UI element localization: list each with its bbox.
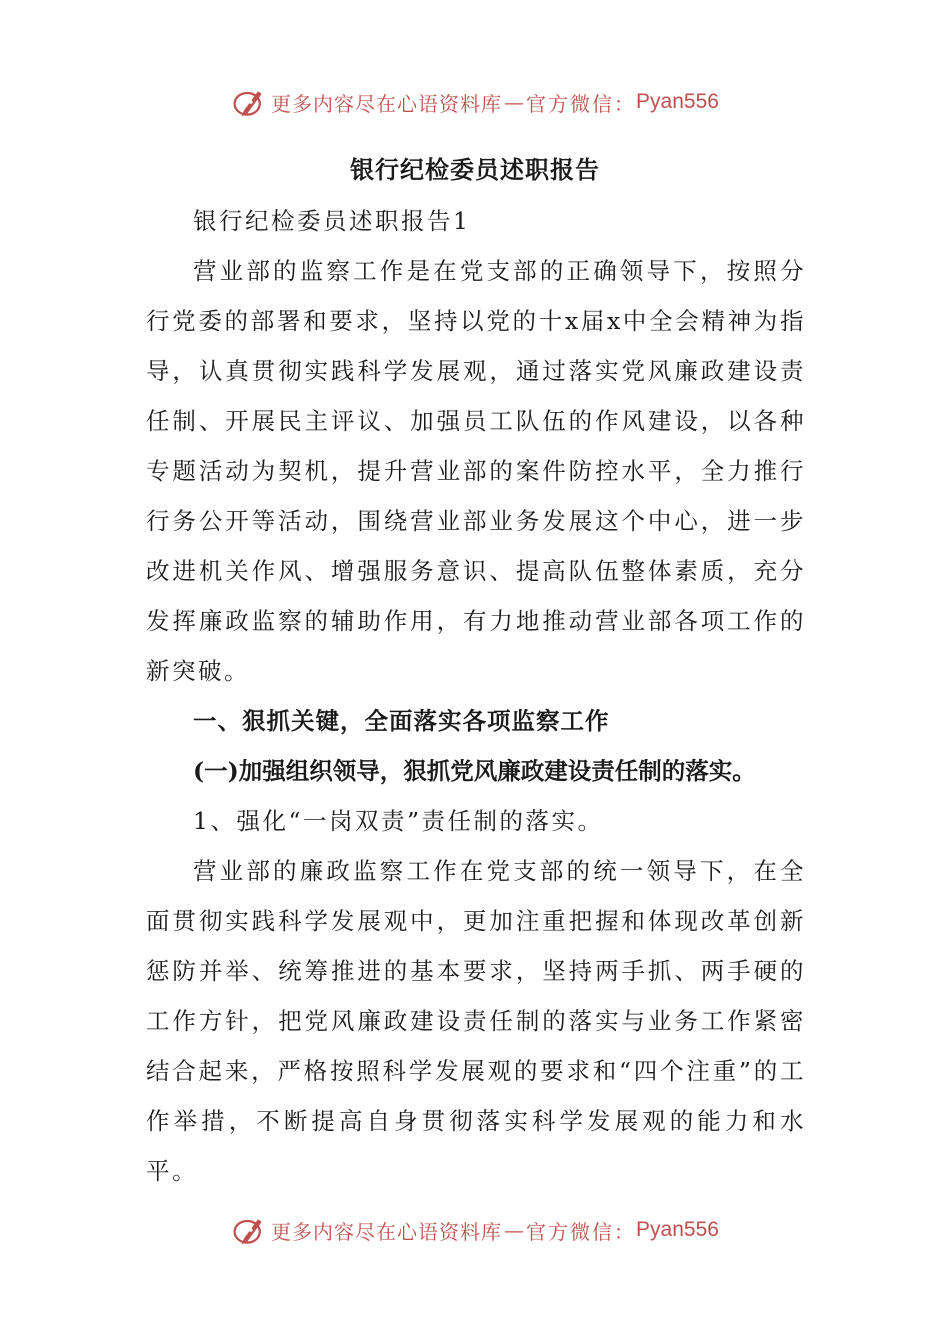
watermark-text: 更多内容尽在心语资料库 [271, 1219, 503, 1244]
footer-watermark [0, 1210, 950, 1250]
list-item: 1、强化“一岗双责”责任制的落实。 [193, 807, 604, 835]
section-heading: 一、狠抓关键，全面落实各项监察工作 [193, 707, 610, 735]
watermark-separator: — [504, 90, 525, 114]
watermark-separator: — [504, 1218, 525, 1242]
body-paragraph: 营业部的廉政监察工作在党支部的统一领导下，在全面贯彻实践科学发展观中，更加注重把握和体现改革创新惩防并举、统筹推进的基本要求，坚持两手抓、两手硬的工作方针，把党风廉政建设责任制的落实与业务工作紧密结合起来，严格按照科学发展观的要求和“四个注重”的工作举措，不断提高自身贯彻落实科学发展观的能力和水平。 [146, 857, 806, 1185]
document-body [146, 196, 806, 1196]
watermark-text: 更多内容尽在心语资料库 [271, 91, 503, 116]
pen-nib-logo-icon [231, 1212, 267, 1248]
report-subtitle: 银行纪检委员述职报告1 [193, 207, 471, 235]
wechat-label: 官方微信： [526, 91, 637, 116]
header-watermark [0, 82, 950, 122]
wechat-id: Pyan556 [636, 90, 719, 113]
document-title: 银行纪检委员述职报告 [350, 155, 600, 184]
subsection-heading: (一)加强组织领导，狠抓党风廉政建设责任制的落实。 [193, 757, 756, 785]
wechat-id: Pyan556 [636, 1218, 719, 1241]
pen-nib-logo-icon [231, 84, 267, 120]
body-paragraph: 营业部的监察工作是在党支部的正确领导下，按照分行党委的部署和要求，坚持以党的十x届x中全会精神为指导，认真贯彻实践科学发展观，通过落实党风廉政建设责任制、开展民主评议、加强员工队伍的作风建设，以各种专题活动为契机，提升营业部的案件防控水平，全力推行行务公开等活动，围绕营业部业务发展这个中心，进一步改进机关作风、增强服务意识、提高队伍整体素质，充分发挥廉政监察的辅助作用，有力地推动营业部各项工作的新突破。 [146, 257, 806, 685]
wechat-label: 官方微信： [526, 1219, 637, 1244]
